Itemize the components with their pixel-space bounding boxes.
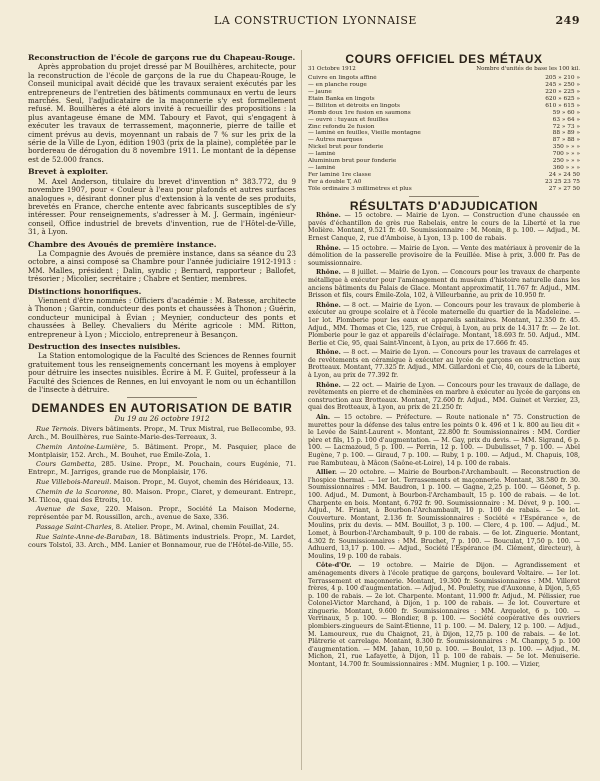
entry-text: — 15 octobre. — Préfecture. — Route nationale n° 75. Construction de murettes pour la défense des talus entre les points 0 k. 496 et 1 k. 800 au lieu dit « le Levée de Saint-Laurent ». Montant, 22.800 fr. Soumissionnaires : MM. Cordier père et fils, 15 p. 100 d'augmentation. — M. Gay, prix du devis. — MM. Sigrand, 6 p. 100. — Lacmazoud, 5 p. 100. — Perrin, 12 p. 100. — Dubulisset, 7 p. 100. — Abel Eugène, 7 p. 100. — Giraud, 7 p. 100. — Ruby, 1 p. 100. — Adjud., M. Chapuis, 108, rue Rambuteau, à Mâcon (Saône-et-Loire), 14 p. 100 de rabais. [308,414,580,467]
department-name: Rhône. [316,381,341,389]
table-row [308,82,580,89]
entry-text: — 15 octobre. — Mairie de Lyon. — Construction d'une chaussée en pavés d'échantillon de grès rue Rabelais, entre le cours de la Liberté et la rue Molière. Montant, 9.521 fr. 40. Soumissionnaire : M. Monin, 8 p. 100. — Adjud., M. Ernest Canque, 2, rue d'Amboise, à Lyon, 13 p. 100 de rabais. [308,212,580,242]
table-row [308,179,580,186]
metal-price: 620 » 625 » [545,95,580,102]
metal-price: 88 » 89 » [552,130,580,137]
list-item [308,562,580,668]
table-row [308,158,580,165]
page [28,12,580,770]
entry-text: 18. Bâtiments industriels. Propr., M. Lardet, cours Tolstoï, 33. Arch., MM. Lanier et Bonnamour, rue de l'Hôtel-de-Ville, 55. [28,532,296,549]
left-column [28,50,296,770]
department-name: Rhône. [316,244,341,252]
list-item [28,506,296,522]
divider [409,196,479,197]
article-text: La Compagnie des Avoués de première instance, dans sa séance du 23 octobre, a ainsi composé sa Chambre pour l'année judiciaire 1912-1913 : MM. Malles, président ; Dalin, syndic ; Bernard, rapporteur ; Ballofet, trésorier ; Micolier, secrétaire ; Chabre et Sentier, membres. [28,248,296,284]
metal-label: Zinc refondu 2e fusion [308,123,375,130]
metal-label: Fer laminé 1re classe [308,171,372,178]
list-item [308,414,580,467]
entry-text: Maison. Propr., M. Guyot, chemin des Hérideaux, 13. [113,478,294,487]
table-row [308,89,580,96]
entry-text: 8. Atelier. Propr., M. Avinal, chemin Feuillat, 24. [115,523,280,532]
metal-price: 205 » 210 » [545,75,580,82]
list-item [28,461,296,477]
metal-label: — Autres marques [308,137,363,144]
list-item [308,245,580,268]
list-item [28,444,296,460]
cours-unit: Nombre d'unités de base les 100 kil. [476,65,580,72]
entry-text: — 8 oct. — Mairie de Lyon. — Concours pour les travaux de carrelages et de revêtements en céramique à exécuter au lycée de garçons en construction aux Brotteaux. Montant, 77.325 fr. Adjud., MM. Gillardoni et Cie, 40, cours de la Liberté, à Lyon, au prix de 77.392 fr. [308,349,580,380]
article-heading: Destruction des insectes nuisibles. [28,342,181,351]
metal-label: Plomb doux 1re fusion en saumons [308,109,411,116]
divider [127,397,197,398]
department-name: Allier. [316,469,337,477]
article-text: M. Axel Anderson, titulaire du brevet d'invention n° 383.772, du 9 novembre 1907, pour « Couleur à l'eau pour plafonds et autres surfaces analogues », désirant donner plus d'extension à la vente de ses produits, brevetés en France, cherche entente avec fabricants susceptibles de s'y intéresser. Pour renseignements, s'adresser à M. J. Germain, ingénieur-conseil, Office industriel de brevets d'invention, rue de l'Hôtel-de-Ville, 31, à Lyon. [28,176,296,237]
department-name: Rhône. [316,212,341,220]
street-name: Rue Villebois-Mareuil. [36,478,112,487]
running-header [28,12,580,32]
metal-price: 23 25 23 75 [544,178,580,185]
entry-text: 220. Maison. Propr., Société La Maison Moderne, représentée par M. Roussillon, arch., avenue de Saxe, 336. [28,505,296,522]
entry-text: — 8 oct. — Mairie de Lyon. — Concours pour les travaux de plomberie à exécuter au groupe scolaire et à l'école maternelle du quartier de la Madeleine. — 1er lot. Plomberie pour les eaux et appareils sanitaires. Montant, 12.350 fr. 45. Adjud., MM. Thomas et Cie, 125, rue Créqui, à Lyon, au prix de 14.317 fr. — 2e lot. Plomberie pour le gaz et appareils d'éclairage. Montant, 18.693 fr. 50. Adjud., MM. Berlie et Cie, 95, quai Saint-Vincent, à Lyon, au prix de 17.666 fr. 45. [308,301,580,347]
resultats-list [308,212,580,668]
metal-price: 245 » 250 » [545,82,580,89]
page-number: 249 [555,14,580,27]
article-heading: Distinctions honorifiques. [28,286,142,296]
metal-price: 59 » 60 » [552,109,580,116]
metal-price: 350 » » » [552,144,580,151]
article-text: La Station entomologique de la Faculté des Sciences de Rennes fournit gratuitement tous les renseignements concernant les moyens à employer pour détruire les insectes nuisibles. Écrire à M. F. Guitel, professeur à la Faculté des Sciences de Rennes, en lui envoyant le nom ou un échantillon de l'insecte à détruire. [28,351,296,395]
column-rule [301,50,302,770]
entry-text: 285. Usine. Propr., M. Pouchain, cours Eugénie, 71. Entrepr., M. Jarriges, grande rue de Monplaisir, 176. [28,460,296,477]
metal-label: Étain Banka en lingots [308,95,375,102]
article-heading: Chambre des Avoués de première instance. [28,239,217,249]
entry-text: 5. Bâtiment. Propr., M. Pasquier, place de Montplaisir, 152. Arch., M. Bouhet, rue Émile-Zola, 1. [28,442,296,459]
table-row [308,110,580,117]
metal-price: 72 » 73 » [552,123,580,130]
metal-label: Nickel brut pour fonderie [308,144,384,151]
table-row [308,172,580,179]
street-name: Rue Sainte-Anne-de-Baraban, [36,532,138,541]
list-item [28,489,296,505]
table-row [308,103,580,110]
metal-price: 250 » » » [552,158,580,165]
price-table [308,75,580,192]
right-column [308,50,580,770]
journal-title: LA CONSTRUCTION LYONNAISE [214,14,417,27]
article-avoues [28,241,296,284]
street-name: Chemin Antoine-Lumière, [36,442,127,451]
street-name: Chemin de la Scaronne, [36,487,120,496]
table-row [308,165,580,172]
article-text: Viennent d'être nommés : Officiers d'académie : M. Batesse, architecte à Thonon ; Garcin, conducteur des ponts et chaussées à Thonon ; Guérin, conducteur municipal à Évian ; Meynier, conducteur des ponts et chaussées à Belley. Chevaliers du Mérite agricole : MM. Ritton, entrepreneur à Lyon ; Micciolo, entrepreneur à Besançon. [28,295,296,339]
list-item [308,302,580,348]
table-row [308,117,580,124]
department-name: Rhône. [316,301,341,309]
metal-label: — jaune [308,89,332,95]
resultats-title: RÉSULTATS D'ADJUDICATION [349,198,539,213]
article-heading: Brevet à exploiter. [28,167,109,177]
entry-text: Divers bâtiments. Propr., M. Trux Mistral, rue Bellecombe, 93. Arch., M. Bouilhères, rue Sainte-Marie-des-Terreaux, 3. [28,425,296,442]
article-text: Après approbation du projet dressé par M Bouilhères, architecte, pour la reconstruction de l'école de garçons de la rue du Chapeau-Rouge, le Conseil municipal avait décidé que les travaux seraient exécutés par les entrepreneurs de l'entretien des bâtiments communaux en vertu de leurs marchés. Seul, l'adjudicataire de la maçonnerie s'y est formellement refusé. M. Bouilhères a été alors invité à recueillir des propositions : la plus avantageuse émane de MM. Taboury et Favot, qui s'engagent à exécuter les travaux de terrassement, maçonnerie, pierre de taille et ciment prévus au devis, moyennant un rabais de 7 % sur les prix de la série de la Ville de Lyon, édition 1903 (prix de la plaine), complétée par le bordereau de dérogation du 8 novembre 1911. Le montant de la dépense est de 52.000 francs. [28,62,296,164]
article-heading: Reconstruction de l'école de garçons rue du Chapeau-Rouge. [28,53,296,62]
street-name: Avenue de Saxe, [36,505,100,514]
table-row [308,130,580,137]
article-insectes [28,343,296,394]
street-name: Rue Ternois. [36,425,79,434]
metal-price: 220 » 225 » [545,89,580,95]
metal-price: 360 » » » [552,164,580,171]
metal-label: — laminé [308,151,336,158]
article-distinctions [28,288,296,339]
demandes-list [28,426,296,549]
metal-label: — Billiton et détroits en lingots [308,102,401,109]
metal-label: Fer à double T, A0 [308,178,362,185]
demandes-title: DEMANDES EN AUTORISATION DE BATIR [31,401,293,416]
metal-label: — en planche rouge [308,82,367,89]
list-item [308,469,580,560]
list-item [28,524,296,532]
table-row [308,144,580,151]
table-row [308,186,580,193]
table-row [308,151,580,158]
metal-price: 27 » 27 50 [548,185,580,192]
demandes-subtitle: Du 19 au 26 octobre 1912 [114,413,210,423]
list-item [28,479,296,487]
metal-label: — laminé [308,164,336,171]
department-name: Rhône. [316,349,341,357]
list-item [308,349,580,379]
metal-label: — laminé en feuilles, Vieille montagne [308,130,421,137]
cours-title: COURS OFFICIEL DES MÉTAUX [345,52,543,66]
table-row [308,75,580,82]
metal-label: Cuivre en lingots affiné [308,75,377,82]
metal-label: Aluminium brut pour fonderie [308,158,397,165]
list-item [308,212,580,242]
metal-price: 63 » 64 » [552,116,580,123]
table-row [308,96,580,103]
department-name: Ain. [316,414,331,422]
street-name: Passage Saint-Charles, [36,523,114,532]
entry-text: — 22 oct. — Mairie de Lyon. — Concours pour les travaux de dallage, de revêtements en pierre et de cheminées en marbre à exécuter au lycée de garçons en construction aux Brotteaux. Montant, 72.600 fr. Adjud., MM. Guinet et Verzier, 23, quai des Brotteaux, à Lyon, au prix de 21.250 fr. [308,381,580,412]
metal-price: 24 » 24 50 [548,171,580,178]
list-item [308,382,580,412]
entry-text: — 15 octobre. — Mairie de Lyon. — Vente des matériaux à provenir de la démolition de la passerelle provisoire de la Feuillée. Mise à prix, 3.000 fr. Pas de soumissionnaire. [308,244,580,267]
entry-text: 80. Maison. Propr., Claret, y demeurant. Entrepr., M. Tilcoa, quai des Étroits, 10. [28,487,296,504]
metal-price: 610 » 615 » [545,102,580,109]
department-name: Rhône. [316,269,341,277]
department-name: Côte-d'Or. [316,562,352,570]
table-row [308,137,580,144]
list-item [28,534,296,550]
entry-text: — 19 octobre. — Mairie de Dijon. — Agrandissement et aménagements divers à l'école pratique de garçons, boulevard Voltaire. — 1er lot. Terrassement et maçonnerie. Montant, 19.300 fr. Soumissionnaires : MM. Villerot frères, 4 p. 100 d'augmentation. — Adjud., M. Pouletty, rue d'Auxonne, à Dijon, 5,65 p. 100 de rabais. — 2e lot. Charpente. Montant, 11.900 fr. Adjud., M. Pélissier, rue Colonel-Victor Marchand, à Dijon, 1 p. 100 de rabais. — 3e lot. Couverture et zinguerie. Montant, 9.600 fr. Soumissionnaires : MM. Arquelot, 6 p. 100. — Verrinaux, 5 p. 100. — Blondier, 8 p. 100. — Société coopérative des ouvriers plombiers-zingueurs de Saint-Étienne, 11 p. 100. — M. Dalery, 12 p. 100. — Adjud., M. Lamoureux, rue du Chaignot, 21, à Dijon, 12,75 p. 100 de rabais. — 4e lot. Plâtrerie et carrelage. Montant, 8.300 fr. Soumissionnaires : M. Champy, 5 p. 100 d'augmentation. — MM. Jahan, 10,50 p. 100. — Boulot, 13 p. 100. — Adjud., M. Michon, 21, rue Lafayette, à Dijon, 11 p. 100 de rabais. — 5e lot. Menuiserie. Montant, 14.700 fr. Soumissionnaires : MM. Mugnier, 1 p. 100. — Vizier, [308,562,580,669]
cours-date: 31 Octobre 1912 [308,65,356,72]
article-brevet [28,168,296,236]
metal-label: — ouvré : tuyaux et feuilles [308,116,389,123]
metal-label: Tôle ordinaire 3 millimètres et plus [308,185,412,192]
entry-text: — 20 octobre. — Mairie de Bourbon-l'Archambault. — Reconstruction de l'hospice thermal. — 1er lot. Terrassements et maçonnerie. Montant, 38.580 fr. 30. Soumissionnaires : MM. Baudron, 1 p. 100. — Gagne, 2,25 p. 100. — Géonet, 5 p. 100. Adjud., M. Dumont, à Bourbon-l'Archambault, 15 p. 100 de rabais. — 4e lot. Charpente en bois. Montant, 6.792 fr. 90. Soumissionnaire : M. Dévet, 9 p. 100. — Adjud., M. Friant, à Bourbon-l'Archambault, 10 p. 100 de rabais. — 5e lot. Couverture. Montant, 2.136 fr. Soumissionnaires : Société « l'Espérance », de Moulins, prix du devis. — MM. Bouillot, 3 p. 100. — Clerc, 4 p. 100. — Adjud., M. Lomet, à Bourbon-l'Archambault, 9 p. 100 de rabais. — 6e lot. Zinguerie. Montant, 4.302 fr. Soumissionnaires : MM. Bruchet, 7 p. 100. — Bouculat, 17,50 p. 100. — Adhuerd, 13,17 p. 100. — Adjud., Société l'Espérance (M. Clément, directeur), à Moulins, 19 p. 100 de rabais. [308,469,580,560]
article-ecole [28,54,296,164]
metal-price: 87 » 88 » [552,137,580,144]
entry-text: — 8 juillet. — Mairie de Lyon. — Concours pour les travaux de charpente métallique à exécuter pour l'aménagement du muséum d'histoire naturelle dans les anciens bâtiments du Palais de Glace. Montant approximatif, 11.767 fr. Adjud., MM. Brisson et fils, cours Émile-Zola, 102, à Villeurbanne, au prix de 10.950 fr. [308,269,580,300]
table-row [308,124,580,131]
metal-price: 700 » » » [552,151,580,158]
street-name: Cours Gambetta, [36,460,97,469]
list-item [308,269,580,299]
cours-table-header [308,66,580,74]
list-item [28,426,296,442]
